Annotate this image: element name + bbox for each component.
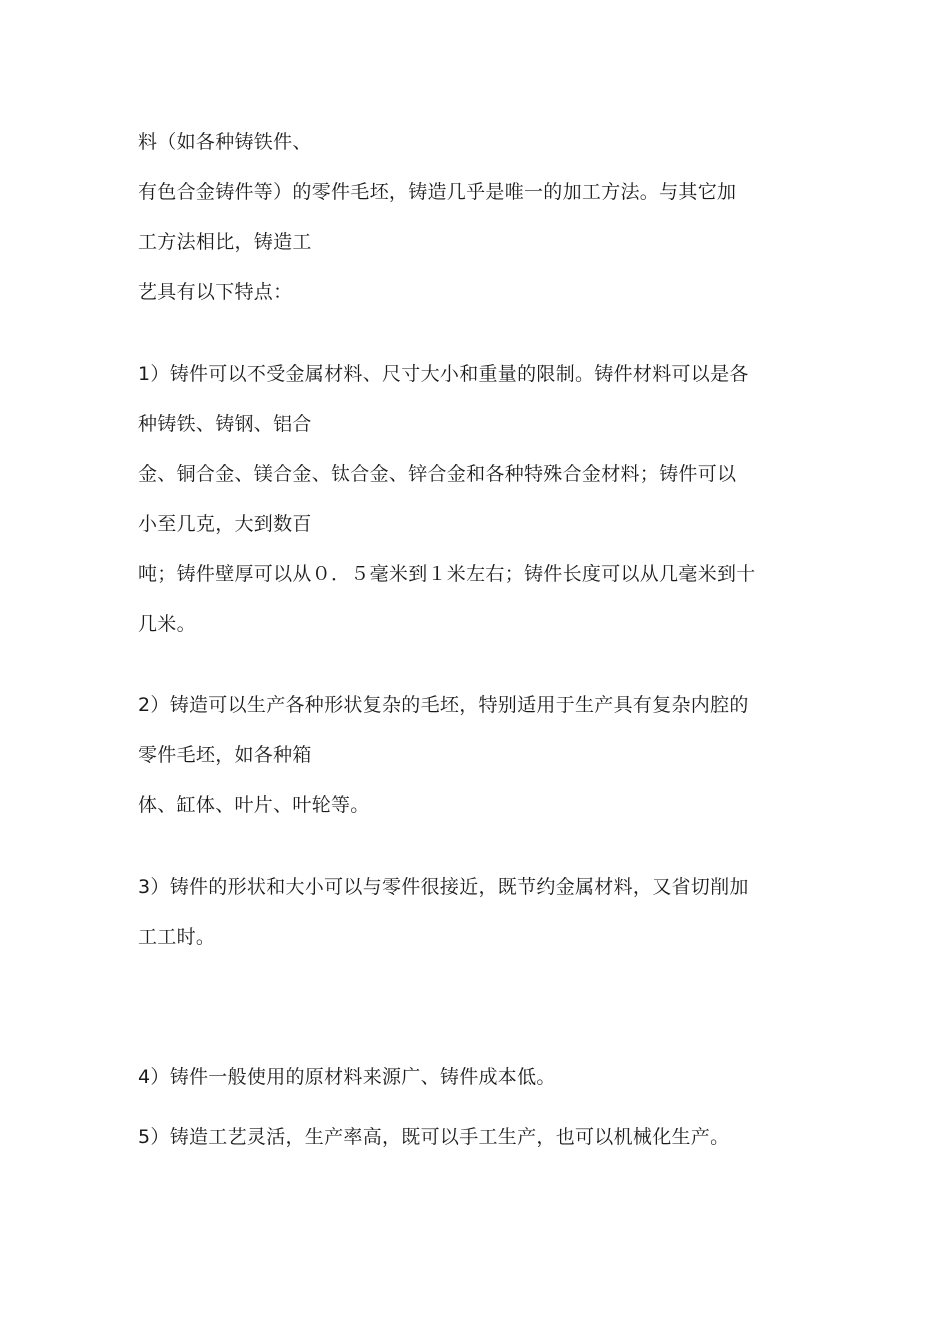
- point-1-line: 几米。: [138, 613, 196, 635]
- point-1-line: 金、铜合金、镁合金、钛合金、锌合金和各种特殊合金材料；铸件可以: [138, 463, 737, 485]
- intro-line: 工方法相比，铸造工: [138, 231, 312, 253]
- point-1-line: 种铸铁、铸钢、铝合: [138, 413, 312, 435]
- intro-line: 料（如各种铸铁件、: [138, 131, 312, 153]
- point-4-line: 4）铸件一般使用的原材料来源广、铸件成本低。: [138, 1066, 556, 1088]
- intro-line: 有色合金铸件等）的零件毛坯，铸造几乎是唯一的加工方法。与其它加: [138, 181, 737, 203]
- point-3-line: 3）铸件的形状和大小可以与零件很接近，既节约金属材料，又省切削加: [138, 876, 749, 898]
- point-1-line: 吨；铸件壁厚可以从０．５毫米到１米左右；铸件长度可以从几毫米到十: [138, 563, 756, 585]
- point-2-line: 2）铸造可以生产各种形状复杂的毛坯，特别适用于生产具有复杂内腔的: [138, 694, 749, 716]
- point-5-line: 5）铸造工艺灵活，生产率高，既可以手工生产，也可以机械化生产。: [138, 1126, 730, 1148]
- intro-line: 艺具有以下特点：: [138, 281, 293, 303]
- point-1-line: 小至几克，大到数百: [138, 513, 312, 535]
- point-2-line: 零件毛坯，如各种箱: [138, 744, 312, 766]
- point-1-line: 1）铸件可以不受金属材料、尺寸大小和重量的限制。铸件材料可以是各: [138, 363, 749, 385]
- point-3-line: 工工时。: [138, 926, 216, 948]
- point-2-line: 体、缸体、叶片、叶轮等。: [138, 794, 370, 816]
